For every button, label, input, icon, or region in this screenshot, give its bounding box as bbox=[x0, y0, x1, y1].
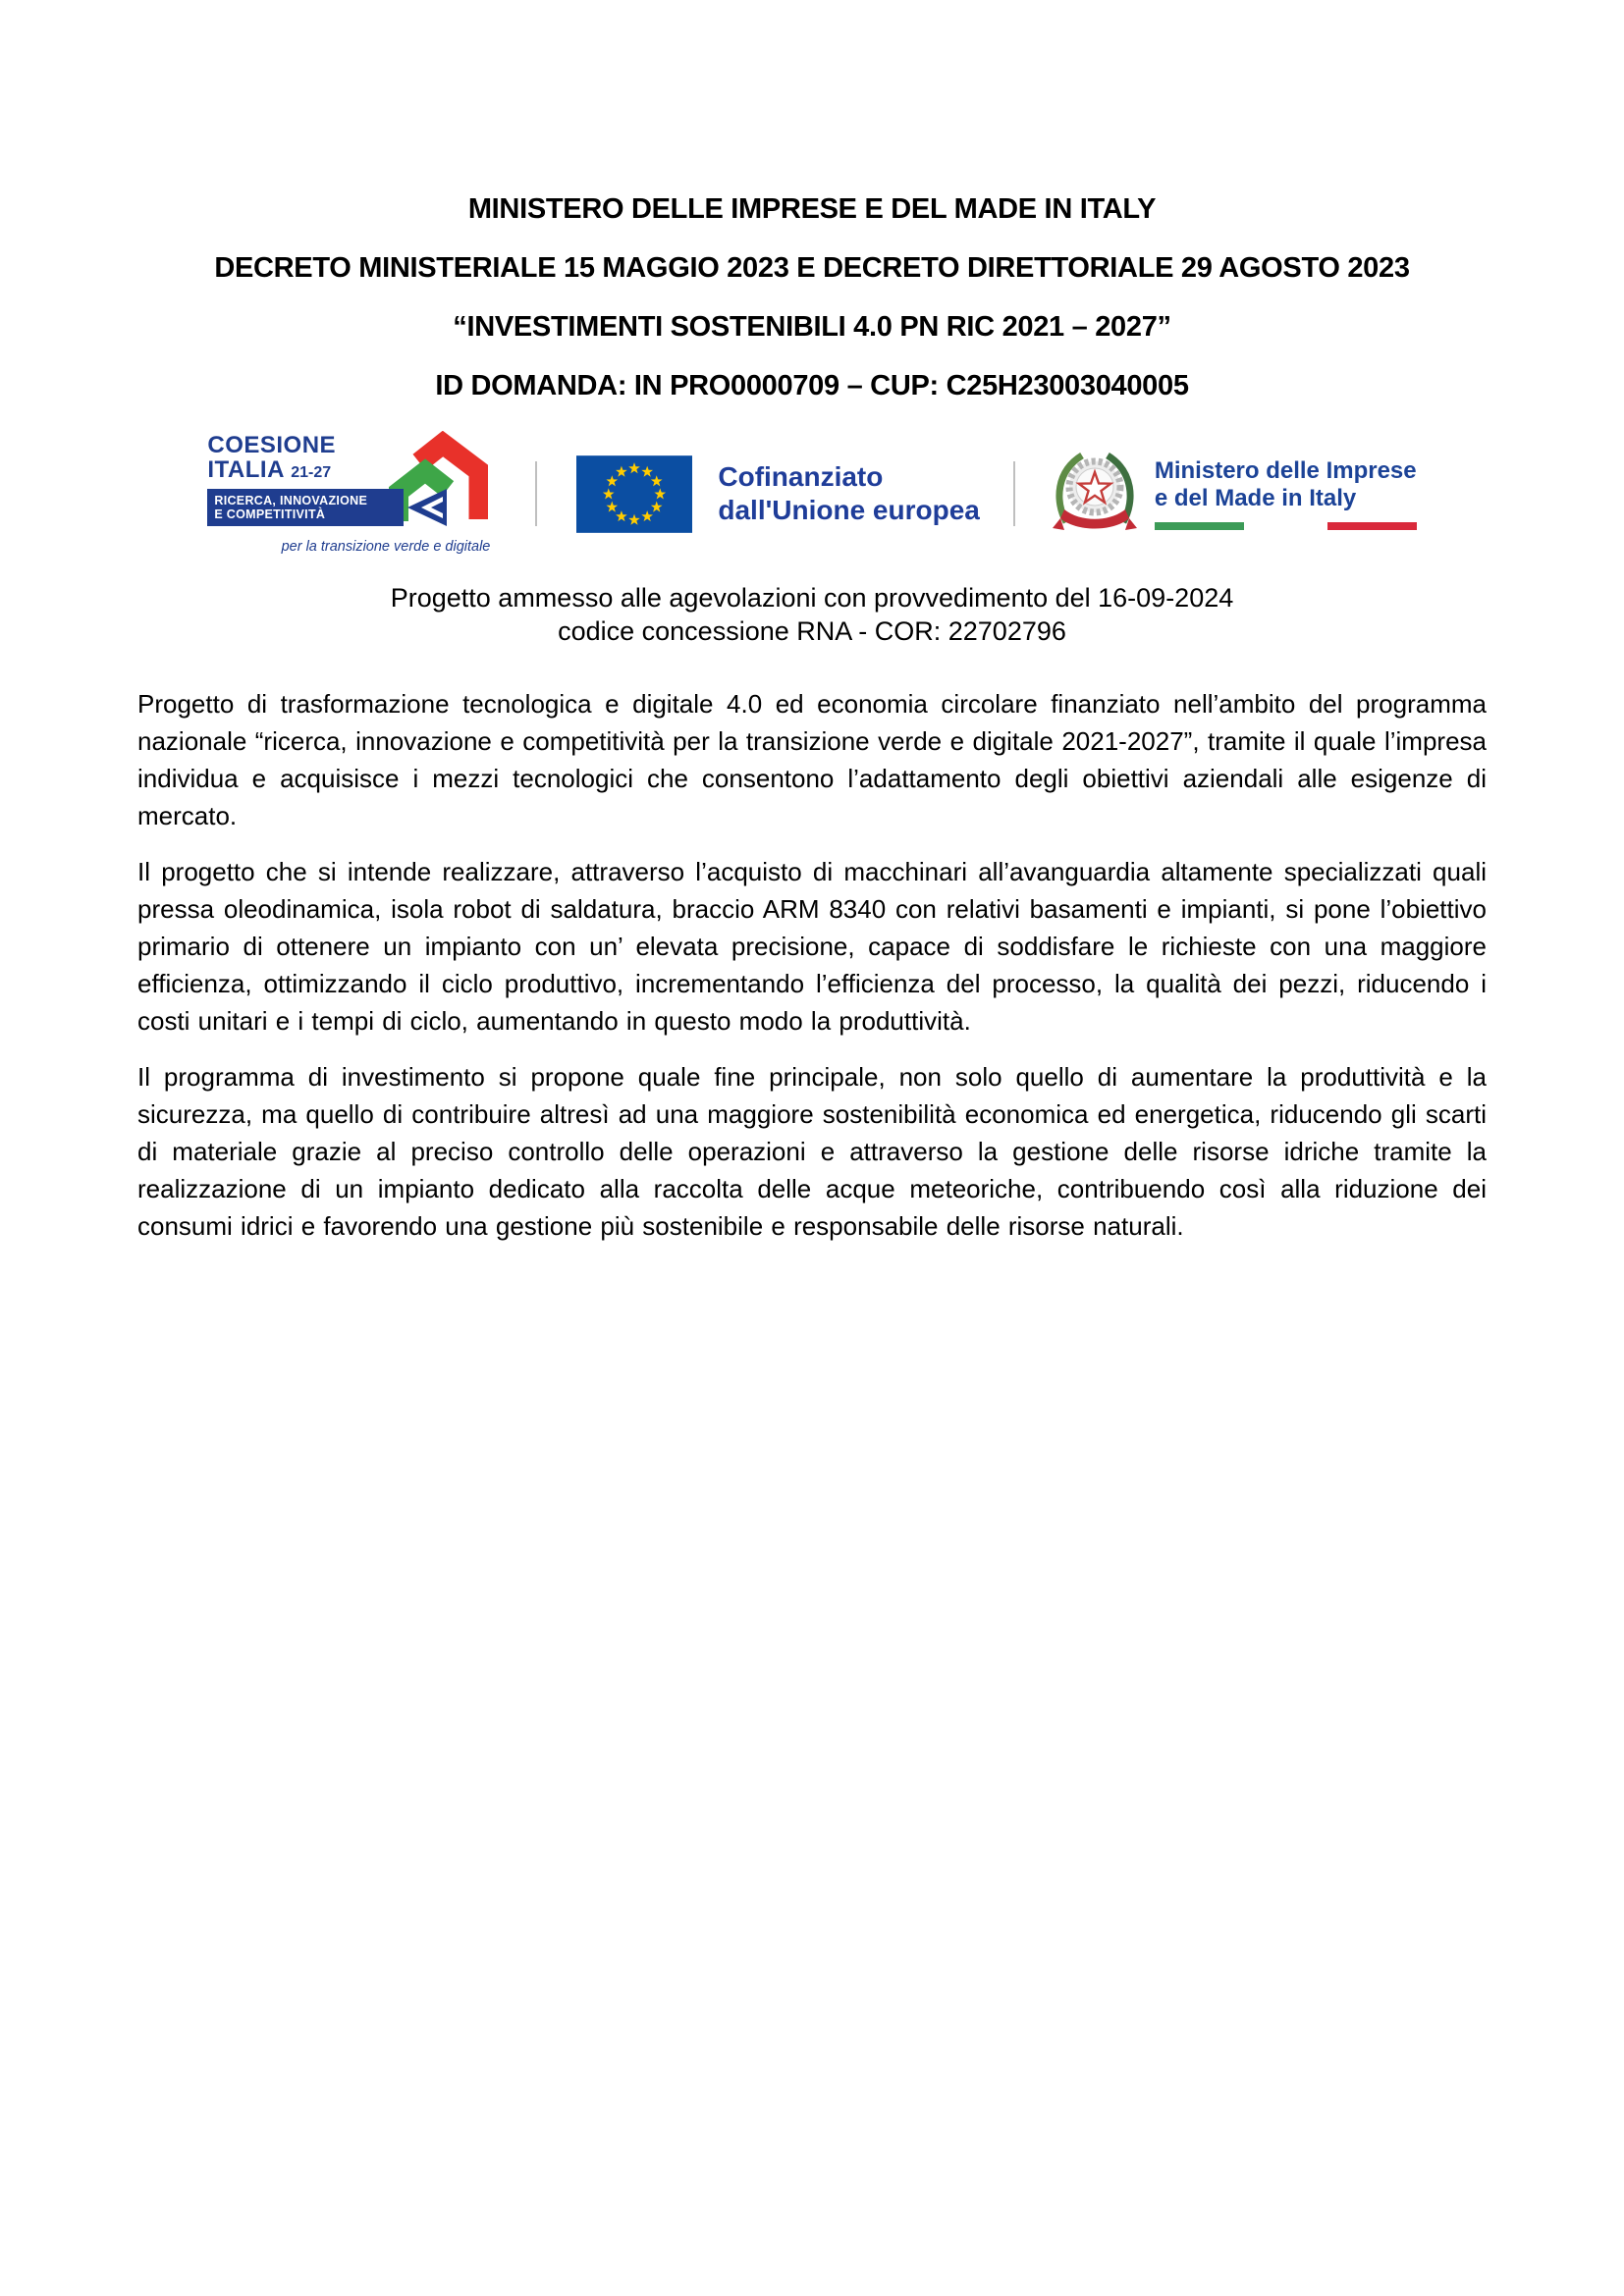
coesione-tagline: per la transizione verde e digitale bbox=[281, 539, 491, 555]
coesione-banner-arrow-icon bbox=[404, 489, 447, 526]
coesione-italia-word: ITALIA bbox=[207, 456, 285, 483]
coesione-word: COESIONE bbox=[207, 432, 337, 458]
paragraph-investment-program: Il programma di investimento si propone quale fine principale, non solo quello di aumentare la produttività e la sicurezza, ma quello di contribuire altresì ad una maggiore sostenibilità economica ed energetica, riducendo gli scarti di materiale grazie al preciso controllo delle operazioni e attraverso la gestione delle risorse idriche tramite la realizzazione di un impianto dedicato alla raccolta delle acque meteoriche, contribuendo così alla riduzione dei consumi idrici e favorendo una gestione più sostenibile e responsabile delle risorse naturali. bbox=[137, 1062, 1487, 1241]
italy-tricolor-bar bbox=[1155, 522, 1417, 530]
ministero-label-block bbox=[1155, 457, 1417, 530]
eu-label-line1: Cofinanziato bbox=[718, 461, 884, 492]
body-text bbox=[137, 685, 1487, 1245]
title-block bbox=[137, 0, 1487, 400]
paragraph-project-description: Progetto di trasformazione tecnologica e digitale 4.0 ed economia circolare finanziato nell’ambito del programma nazionale “ricerca, innovazione e competitività per la transizione verde e digitale 2021-2027”, tramite il quale l’impresa individua e acquisisce i mezzi tecnologici che consentono l’adattamento degli obiettivi aziendali alle esigenze di mercato. bbox=[137, 689, 1487, 830]
title-program: “INVESTIMENTI SOSTENIBILI 4.0 PN RIC 2021 – 2027” bbox=[453, 311, 1171, 343]
tricolor-red bbox=[1327, 522, 1417, 530]
eu-label-line2: dall'Unione europea bbox=[718, 495, 980, 525]
coesione-title bbox=[207, 433, 336, 485]
coesione-banner-line2: E COMPETITIVITÀ bbox=[214, 507, 326, 521]
italy-emblem-icon bbox=[1051, 446, 1139, 542]
coesione-banner-line1: RICERCA, INNOVAZIONE bbox=[214, 494, 368, 507]
tricolor-white bbox=[1244, 522, 1327, 530]
eu-cofunded-logo bbox=[576, 455, 979, 533]
logo-strip bbox=[137, 430, 1487, 558]
approval-line2: codice concessione RNA - COR: 22702796 bbox=[558, 616, 1066, 646]
coesione-banner bbox=[207, 489, 404, 526]
tricolor-green bbox=[1155, 522, 1244, 530]
title-id-cup: ID DOMANDA: IN PRO0000709 – CUP: C25H23003040005 bbox=[435, 370, 1189, 401]
approval-line1: Progetto ammesso alle agevolazioni con provvedimento del 16-09-2024 bbox=[390, 583, 1234, 613]
ministero-label-line1: Ministero delle Imprese bbox=[1154, 457, 1417, 484]
logo-divider bbox=[535, 461, 537, 526]
ministero-label-line2: e del Made in Italy bbox=[1154, 485, 1357, 511]
ministero-logo bbox=[1051, 446, 1417, 542]
coesione-years: 21-27 bbox=[291, 464, 332, 481]
approval-note bbox=[137, 581, 1487, 648]
title-decree: DECRETO MINISTERIALE 15 MAGGIO 2023 E DECRETO DIRETTORIALE 29 AGOSTO 2023 bbox=[214, 252, 1410, 284]
title-ministry: MINISTERO DELLE IMPRESE E DEL MADE IN ITALY bbox=[467, 193, 1157, 225]
paragraph-project-goals: Il progetto che si intende realizzare, attraverso l’acquisto di macchinari all’avanguardia altamente specializzati quali pressa oleodinamica, isola robot di saldatura, braccio ARM 8340 con relativi basamenti e impianti, si pone l’obiettivo primario di ottenere un impianto con un’ elevata precisione, capace di soddisfare le richieste con una maggiore efficienza, ottimizzando il ciclo produttivo, incrementando l’efficienza del processo, la qualità dei pezzi, riducendo i costi unitari e i tempi di ciclo, aumentando in questo modo la produttività. bbox=[137, 857, 1487, 1036]
eu-flag-icon bbox=[576, 455, 692, 533]
logo-divider bbox=[1013, 461, 1015, 526]
coesione-italia-logo bbox=[207, 433, 494, 555]
eu-cofunded-label bbox=[718, 460, 979, 527]
